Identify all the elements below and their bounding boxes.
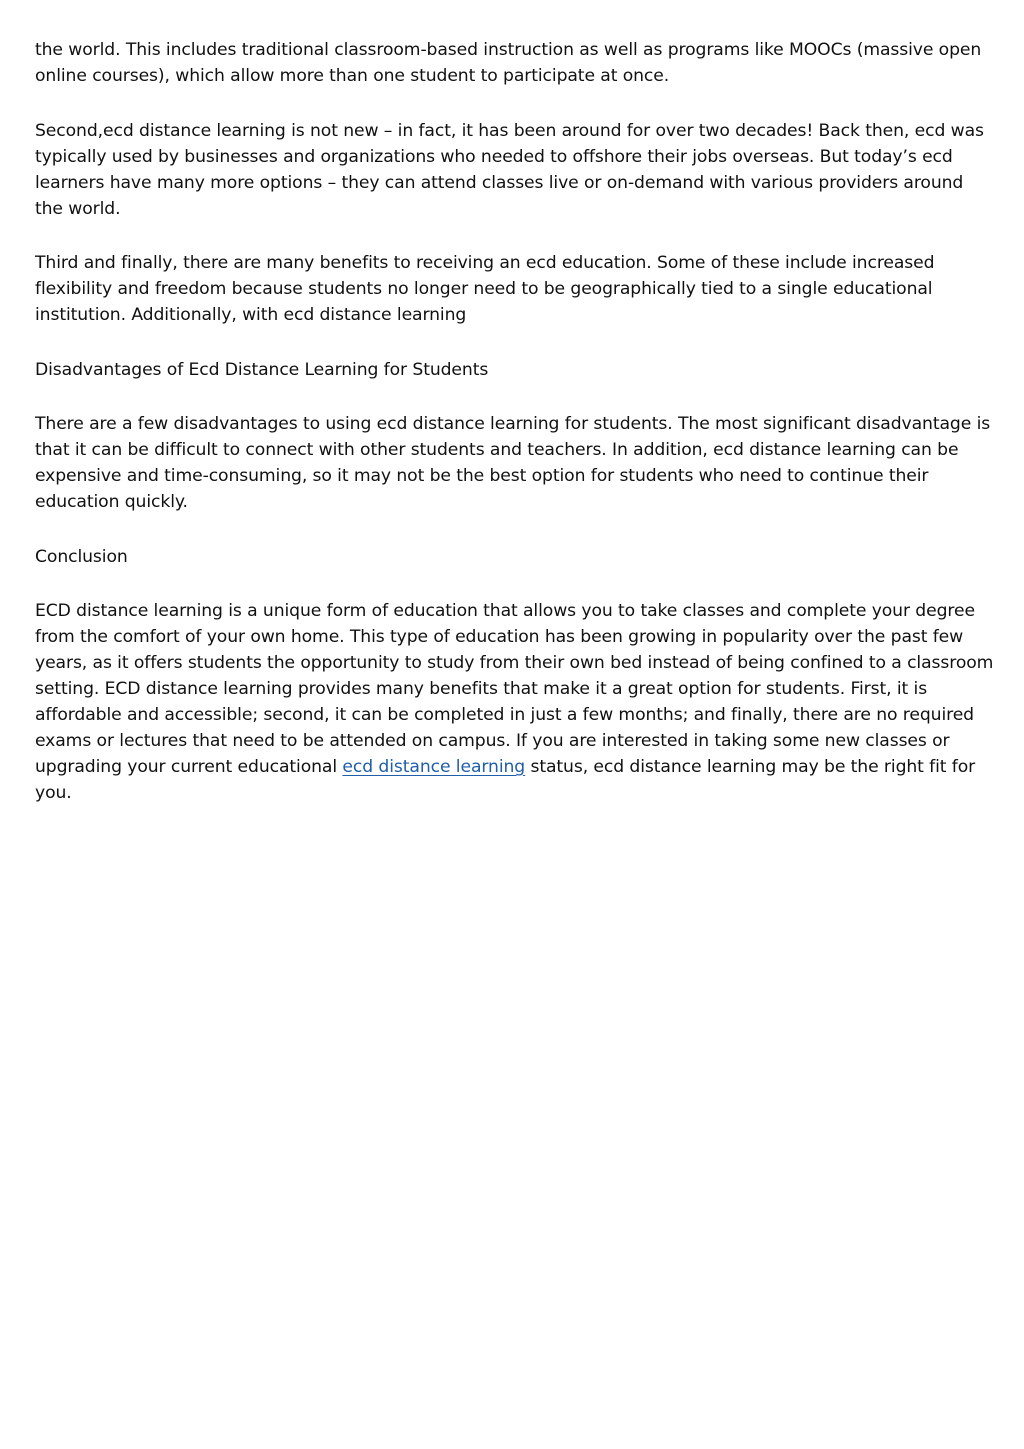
ecd-distance-learning-link[interactable]: ecd distance learning xyxy=(342,757,526,777)
paragraph-disadvantages: There are a few disadvantages to using ecd distance learning for students. The most significant disadvantage is that it can be difficult to connect with other students and teachers. In addition, ecd distance learning can be expensive and time-consuming, so it may not be the best option for students who need to continue their education quickly. xyxy=(35,414,991,512)
document-body xyxy=(35,37,995,835)
paragraph-third: Third and finally, there are many benefits to receiving an ecd education. Some of these include increased flexibility and freedom because students no longer need to be geographically tied to a single educational institution. Additionally, with ecd distance learning xyxy=(35,253,935,325)
paragraph-conclusion xyxy=(35,598,995,806)
heading-disadvantages: Disadvantages of Ecd Distance Learning for Students xyxy=(35,359,489,380)
paragraph-intro-continuation: the world. This includes traditional classroom-based instruction as well as programs like MOOCs (massive open online courses), which allow more than one student to participate at once. xyxy=(35,40,982,86)
conclusion-text-after-link: status, ecd distance learning may be the right fit for you. xyxy=(35,757,976,803)
conclusion-text-before-link: ECD distance learning is a unique form of education that allows you to take classes and complete your degree from the comfort of your own home. This type of education has been growing in popularity over the past few years, as it offers students the opportunity to study from their own bed instead of being confined to a classroom setting. ECD distance learning provides many benefits that make it a great option for students. First, it is affordable and accessible; second, it can be completed in just a few months; and finally, there are no required exams or lectures that need to be attended on campus. If you are interested in taking some new classes or upgrading your current educational xyxy=(35,601,994,777)
paragraph-second: Second,ecd distance learning is not new – in fact, it has been around for over two decades! Back then, ecd was typically used by businesses and organizations who needed to offshore their jobs overseas. But today’s ecd learners have many more options – they can attend classes live or on-demand with various providers around the world. xyxy=(35,120,984,219)
heading-conclusion: Conclusion xyxy=(35,546,128,567)
